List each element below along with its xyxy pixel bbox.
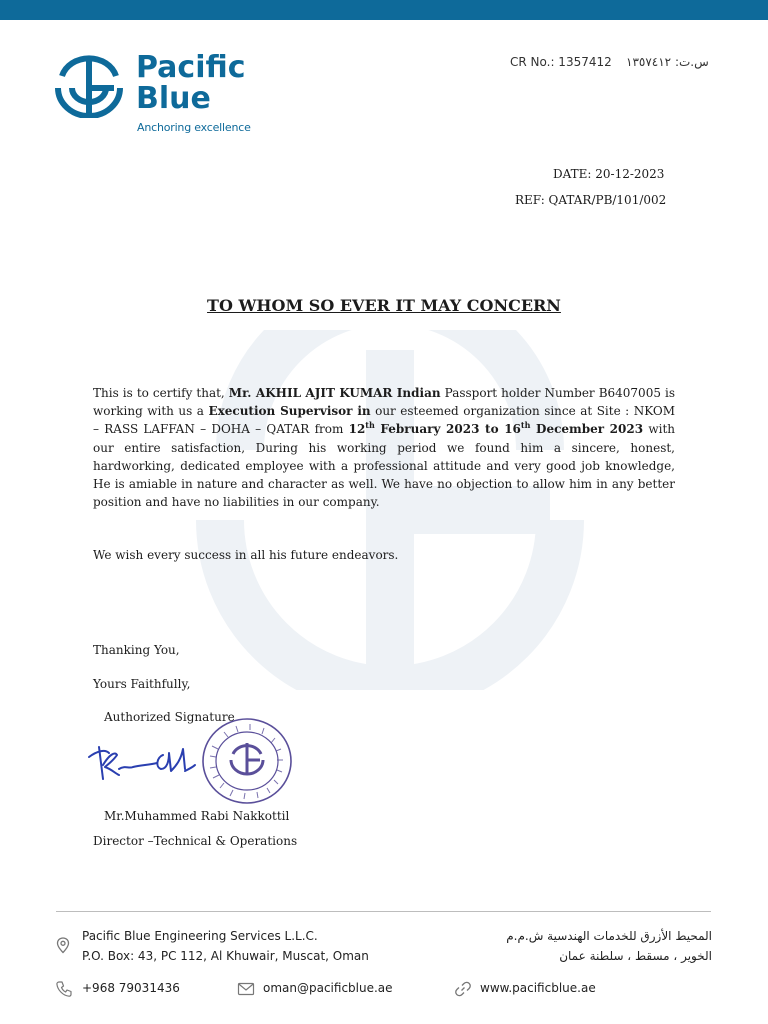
- mail-icon: [237, 980, 255, 998]
- brand-name: [136, 52, 246, 114]
- text-segment: Passport holder Number B6407005 is working with us a: [93, 386, 676, 419]
- footer-address: P.O. Box: 43, PC 112, Al Khuwair, Muscat, Oman: [82, 949, 369, 963]
- logo-icon: [54, 52, 124, 118]
- text-segment: our esteemed organization since at Site : NKOM – RASS LAFFAN – DOHA – QATAR from: [93, 404, 675, 437]
- letter-date: DATE: 20-12-2023: [553, 167, 665, 181]
- ordinal-suffix: th: [365, 420, 375, 431]
- text-segment: with our entire satisfaction, During his working period we found him a sincere, honest, hardworking, dedicated employee with a professional attitude and very good job knowledge, He is amiable in nature and character as well. We have no objection to allow him in any better position and have no liabilities in our company.: [93, 422, 676, 510]
- brand-line-1: Pacific: [136, 50, 246, 85]
- letter-reference: REF: QATAR/PB/101/002: [515, 193, 667, 207]
- thanking-line: Thanking You,: [93, 643, 180, 657]
- location-pin-icon: [54, 936, 72, 954]
- cr-number: CR No.: 1357412: [510, 55, 612, 69]
- period-middle: February 2023 to 16: [374, 422, 521, 437]
- footer-divider: [56, 911, 711, 912]
- ordinal-suffix: th: [520, 420, 531, 431]
- employee-role: Execution Supervisor in: [208, 404, 371, 419]
- handwritten-signature: [85, 735, 197, 785]
- certification-paragraph: [93, 384, 675, 511]
- footer-website[interactable]: www.pacificblue.ae: [480, 981, 596, 995]
- link-icon: [454, 980, 472, 998]
- cr-number-arabic: س.ت: ١٣٥٧٤١٢: [626, 55, 709, 69]
- period-end: December 2023: [530, 422, 644, 437]
- top-accent-bar: [0, 0, 768, 20]
- footer-email[interactable]: oman@pacificblue.ae: [263, 981, 393, 995]
- company-stamp: [200, 716, 294, 806]
- footer-company-name: Pacific Blue Engineering Services L.L.C.: [82, 929, 318, 943]
- closing-wish: We wish every success in all his future endeavors.: [93, 548, 399, 562]
- letter-title: TO WHOM SO EVER IT MAY CONCERN: [207, 296, 561, 315]
- authorized-signature-label: Authorized Signature: [104, 710, 235, 724]
- brand-tagline: Anchoring excellence: [137, 121, 251, 134]
- footer-phone[interactable]: +968 79031436: [82, 981, 180, 995]
- signer-title: Director –Technical & Operations: [93, 834, 298, 848]
- period-start: [349, 422, 644, 436]
- employee-name: Mr. AKHIL AJIT KUMAR Indian: [228, 386, 441, 400]
- start-day: 12: [348, 422, 366, 437]
- yours-faithfully: Yours Faithfully,: [93, 677, 191, 691]
- footer-address-arabic: الخوير ، مسقط ، سلطنة عمان: [559, 949, 712, 963]
- brand-line-2: Blue: [136, 81, 211, 116]
- text-segment: This is to certify that,: [93, 386, 229, 400]
- phone-icon: [55, 980, 73, 998]
- signer-name: Mr.Muhammed Rabi Nakkottil: [104, 809, 290, 823]
- footer-company-name-arabic: المحيط الأزرق للخدمات الهندسية ش.م.م: [506, 929, 712, 943]
